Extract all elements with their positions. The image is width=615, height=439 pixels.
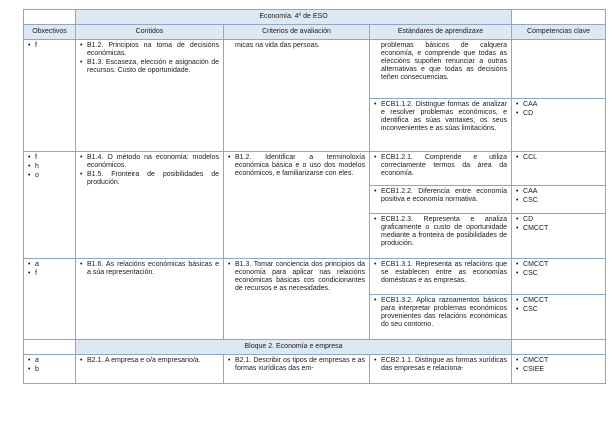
list-item: • B1.5. Fronteira de posibilidades de produción. bbox=[80, 171, 219, 187]
competence-item: • CMCCT bbox=[516, 261, 601, 269]
criteria-cell bbox=[224, 152, 370, 259]
table-row bbox=[24, 40, 606, 99]
table-title: Economía. 4º de ESO bbox=[76, 10, 512, 25]
header-standards: Estándares de aprendizaxe bbox=[370, 25, 512, 40]
competence-item: • CAA bbox=[516, 101, 601, 109]
list-item: • h bbox=[28, 163, 71, 171]
list-item: • B1.3. Tomar conciencia dos principios da economía para aplicar nas relacións económicas básicas cos condicionantes de recursos e as necesidades. bbox=[228, 261, 365, 293]
list-item: • ECB1.1.2. Distingue formas de analizar e resolver problemas económicos, e identifica as súas vantaxes, os seus inconvenientes e as súas limitacións. bbox=[374, 101, 507, 133]
contents-cell bbox=[76, 355, 224, 384]
standard-cell bbox=[370, 259, 512, 295]
list-item: • B1.3. Escaseza, elección e asignación de recursos. Custo de oportunidade. bbox=[80, 59, 219, 75]
standard-text: problemas básicos de calquera economía, e comprende que todas as eleccións supoñen renunciar a outras alternativas e que todas as decisións teñen consecuencias. bbox=[381, 42, 508, 81]
criteria-cell bbox=[224, 259, 370, 340]
competence-item: • CMCCT bbox=[516, 357, 601, 365]
list-item: • B1.2. Principios na toma de decisións económicas. bbox=[80, 42, 219, 58]
competence-item: • CSC bbox=[516, 306, 601, 314]
block-spacer bbox=[24, 340, 76, 355]
competences-cell bbox=[512, 259, 606, 295]
competences-cell bbox=[512, 186, 606, 214]
list-item: • f bbox=[28, 42, 71, 50]
competences-cell bbox=[512, 295, 606, 340]
table-row bbox=[24, 355, 606, 384]
contents-cell bbox=[76, 40, 224, 152]
objectives-cell bbox=[24, 355, 76, 384]
list-item: • a bbox=[28, 261, 71, 269]
competence-item: • CSC bbox=[516, 197, 601, 205]
title-spacer-right bbox=[512, 10, 606, 25]
table-row bbox=[24, 259, 606, 295]
block-spacer-right bbox=[512, 340, 606, 355]
header-row bbox=[24, 25, 606, 40]
table-row bbox=[24, 152, 606, 186]
standard-cell bbox=[370, 295, 512, 340]
block-title: Bloque 2. Economía e empresa bbox=[76, 340, 512, 355]
list-item: • o bbox=[28, 172, 71, 180]
competence-item: • CAA bbox=[516, 188, 601, 196]
list-item: • ECB2.1.1. Distingue as formas xurídicas das empresas e relaciona- bbox=[374, 357, 507, 373]
competences-cell bbox=[512, 40, 606, 99]
competence-item: • CSIEE bbox=[516, 366, 601, 374]
objectives-cell bbox=[24, 40, 76, 152]
list-item: • ECB1.3.2. Aplica razoamentos básicos para interpretar problemas económicos provenientes das relacións económicas do seu contorno. bbox=[374, 297, 507, 329]
criteria-cell bbox=[224, 40, 370, 152]
header-contents: Contidos bbox=[76, 25, 224, 40]
competence-item: • CD bbox=[516, 110, 601, 118]
list-item: • a bbox=[28, 357, 71, 365]
objectives-cell bbox=[24, 152, 76, 259]
contents-cell bbox=[76, 152, 224, 259]
list-item: • b bbox=[28, 366, 71, 374]
competences-cell bbox=[512, 355, 606, 384]
criteria-cell bbox=[224, 355, 370, 384]
standard-cell bbox=[370, 214, 512, 259]
header-objectives: Obxectivos bbox=[24, 25, 76, 40]
standard-cell bbox=[370, 152, 512, 186]
list-item: • ECB1.2.3. Representa e analiza graficamente o custo de oportunidade mediante a fronteira de posibilidades de produción. bbox=[374, 216, 507, 248]
competence-item: • CMCCT bbox=[516, 225, 601, 233]
standard-cell bbox=[370, 186, 512, 214]
criteria-text: micas na vida das persoas. bbox=[235, 42, 320, 49]
list-item: • B2.1. A empresa e o/a empresario/a. bbox=[80, 357, 219, 365]
list-item: • B1.2. Identificar a terminoloxía económica básica e o uso dos modelos económicos, e familiarizarse con eles. bbox=[228, 154, 365, 178]
competence-item: • CSC bbox=[516, 270, 601, 278]
header-competences: Competencias clave bbox=[512, 25, 606, 40]
competence-item: • CMCCT bbox=[516, 297, 601, 305]
competences-cell bbox=[512, 214, 606, 259]
standard-cell bbox=[370, 355, 512, 384]
list-item: • B1.6. As relacións económicas básicas e a súa representación. bbox=[80, 261, 219, 277]
list-item: • ECB1.2.1. Comprende e utiliza correctamente termos da área da economía. bbox=[374, 154, 507, 178]
header-criteria: Criterios de avaliación bbox=[224, 25, 370, 40]
competence-item: • CCL bbox=[516, 154, 601, 162]
competence-item: • CD bbox=[516, 216, 601, 224]
objectives-cell bbox=[24, 259, 76, 340]
standard-cell bbox=[370, 40, 512, 99]
list-item: • ECB1.3.1. Representa as relacións que se establecen entre as economías domésticas e as empresas. bbox=[374, 261, 507, 285]
list-item: • B1.4. O método na economía: modelos económicos. bbox=[80, 154, 219, 170]
title-spacer bbox=[24, 10, 76, 25]
competences-cell bbox=[512, 99, 606, 152]
list-item: • f bbox=[28, 154, 71, 162]
competences-cell bbox=[512, 152, 606, 186]
curriculum-table bbox=[23, 9, 606, 384]
list-item: • B2.1. Describir os tipos de empresas e as formas xurídicas das em- bbox=[228, 357, 365, 373]
standard-cell bbox=[370, 99, 512, 152]
list-item: • ECB1.2.2. Diferencia entre economía positiva e economía normativa. bbox=[374, 188, 507, 204]
list-item: • f bbox=[28, 270, 71, 278]
contents-cell bbox=[76, 259, 224, 340]
